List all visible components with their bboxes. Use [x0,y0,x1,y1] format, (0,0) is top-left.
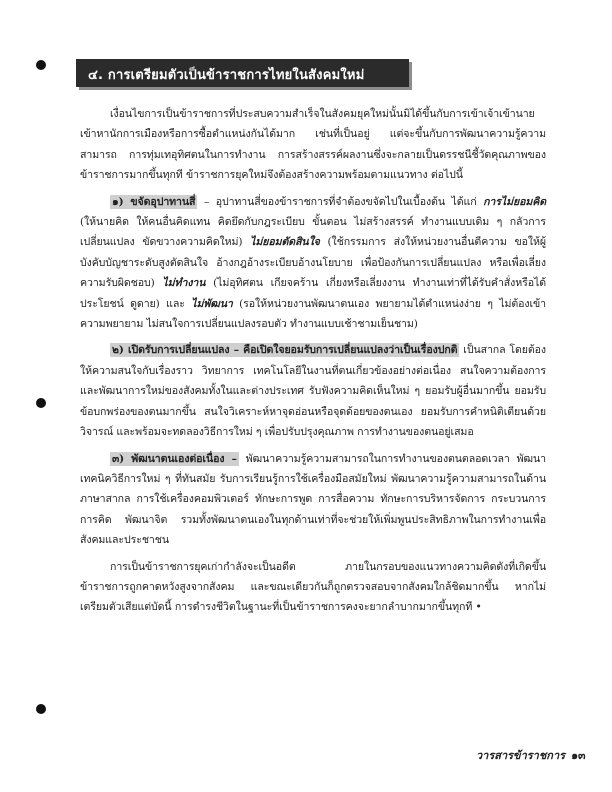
item-1-heading: ๑) ขจัดอุปาทานสี่ [112,195,196,208]
item-1-keyword-3: ไม่ทำงาน [162,277,206,290]
item-1-text-a: – อุปาทานสี่ของข้าราชการที่จำต้องขจัดไปในเบื้องต้น ได้แก่ [197,195,484,208]
item-1-paragraph [80,192,546,335]
item-1-keyword-4: ไม่พัฒนา [191,297,233,310]
binder-hole-icon [36,60,46,70]
item-1-text-b: (ให้นายคิด ให้คนอื่นคิดแทน คิดยึดกับกฎระเบียบ ขั้นตอน ไม่สร้างสรรค์ ทำงานแบบเดิม ๆ กลัวการเปลี่ยนแปลง ขัดขวางความคิดใหม่) [80,216,546,249]
section-title-bar [76,59,409,87]
item-1-text-c: (ใช้กรรมการ ส่งให้หน่วยงานอื่นตีความ ขอให้ผู้บังคับบัญชาระดับสูงตัดสินใจ อ้างกฎอ้างระเบียบอ้างนโยบาย เพื่อป้องกันการเปลี่ยนแปลง หรือเพื่อเลี่ยงความรับผิดชอบ) [80,236,546,290]
item-2-paragraph [80,340,546,442]
page-footer [476,746,586,764]
closing-paragraph: การเป็นข้าราชการยุคเก่ากำลังจะเป็นอดีต ภายในกรอบของแนวทางความคิดดังที่เกิดขึ้น ข้าราชการถูกคาดหวังสูงจากสังคม และขณะเดียวกันก็ถูกตรวจสอบจากสังคมใกล้ชิดมากขึ้น หากไม่เตรียมตัวเสียแต่บัดนี้ การดำรงชีวิตในฐานะที่เป็นข้าราชการคงจะยากลำบากมากขึ้นทุกที • [80,560,546,614]
item-1-keyword-1: การไม่ยอมคิด [483,195,546,208]
journal-name: วารสารข้าราชการ [476,749,566,762]
item-1-text-e: (รอให้หน่วยงานพัฒนาตนเอง พยายามได้ตำแหน่งง่าย ๆ ไม่ต้องเข้าความพยายาม ไม่สนใจการเปลี่ยนแปลงรอบตัว ทำงานแบบเช้าชามเย็นชาม) [80,297,546,331]
binder-hole-icon [36,398,46,408]
item-3-paragraph [80,449,546,551]
item-3-text: พัฒนาความรู้ความสามารถในการทำงานของตนตลอดเวลา พัฒนาเทคนิควิธีการใหม่ ๆ ที่ทันสมัย รับการเรียนรู้การใช้เครื่องมือสมัยใหม่ พัฒนาความรู้ความสามารถในด้านภาษาสากล การใช้เครื่องคอมพิวเตอร์ ทักษะการพูด การสื่อความ ทักษะการบริหารจัดการ กระบวนการการคิด พัฒนาจิต รวมทั้งพัฒนาตนเองในทุกด้านเท่าที่จะช่วยให้เพิ่มพูนประสิทธิภาพในการทำงานเพื่อสังคมและประชาชน [80,452,546,547]
section-title: ๔. การเตรียมตัวเป็นข้าราชการไทยในสังคมใหม่ [88,68,365,83]
item-1-keyword-2: ไม่ยอมตัดสินใจ [250,236,320,249]
page-number: ๑๓ [571,749,586,762]
item-2-heading: ๒) เปิดรับการเปลี่ยนแปลง – คือเปิดใจยอมรับการเปลี่ยนแปลงว่าเป็นเรื่องปกติ [112,344,458,357]
item-2-text: เป็นสากล โดยต้องให้ความสนใจกับเรื่องราว วิทยาการ เทคโนโลยีในงานที่ตนเกี่ยวข้องอย่างต่อเนื่อง สนใจความต้องการและพัฒนาการใหม่ของสังคมทั้งในและต่างประเทศ รับฟังความคิดเห็นใหม่ ๆ ยอมรับผู้อื่นมากขึ้น ยอมรับข้อบกพร่องของตนมากขึ้น สนใจวิเคราะห์หาจุดอ่อนหรือจุดด้อยของตนเอง ยอมรับการคำหนิติเตียนด้วยวิจารณ์ และพร้อมจะทดลองวิธีการใหม่ ๆ เพื่อปรับปรุงคุณภาพ การทำงานของตนอยู่เสมอ [80,344,546,439]
article-body [80,104,546,618]
binder-hole-icon [36,704,46,714]
item-1-text-d: (ไม่อุทิศตน เกียจคร้าน เกี่ยงหรือเลี่ยงงาน ทำงานเท่าที่ได้รับคำสั่งหรือได้ประโยชน์ ดูดาย) และ [80,277,546,310]
intro-paragraph: เงื่อนไขการเป็นข้าราชการที่ประสบความสำเร็จในสังคมยุคใหม่นั้นมิได้ขึ้นกับการเข้าเจ้าเข้านาย เข้าหานักการเมืองหรือการซื้อตำแหน่งกันได้มาก เช่นที่เป็นอยู่ แต่จะขึ้นกับการพัฒนาความรู้ความสามารถ การทุ่มเทอุทิศตนในการทำงาน การสร้างสรรค์ผลงานซึ่งจะกลายเป็นดรรชนีชี้วัดคุณภาพของข้าราชการมากขึ้นทุกที ข้าราชการยุคใหม่จึงต้องสร้างความพร้อมตามแนวทาง ต่อไปนี้ [80,108,546,182]
item-3-heading: ๓) พัฒนาตนเองต่อเนื่อง – [112,452,237,465]
